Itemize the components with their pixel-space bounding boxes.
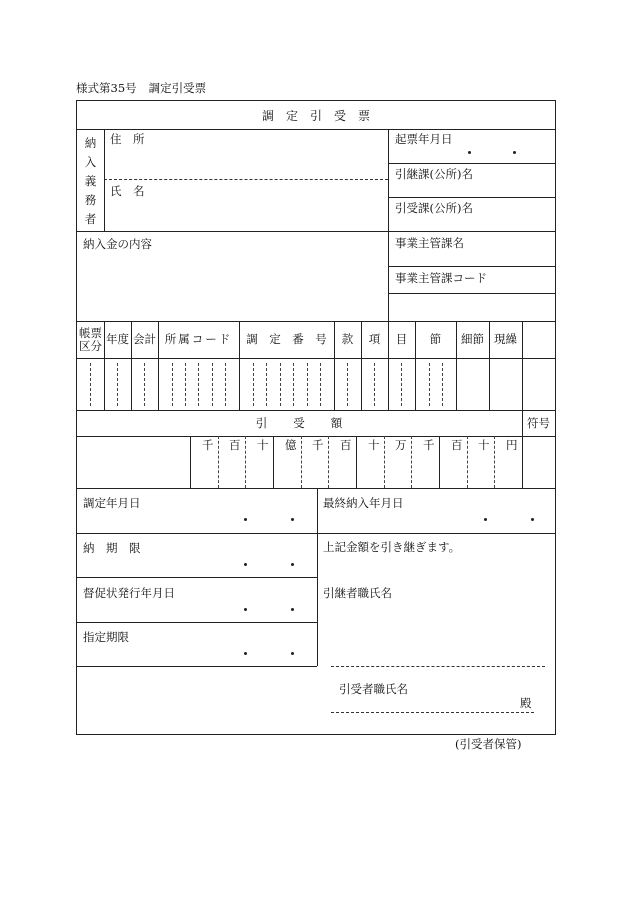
unit-label: 百 <box>340 438 352 452</box>
transferor-signature-line[interactable] <box>331 666 545 667</box>
amount-input[interactable] <box>190 454 522 486</box>
payer-char-3: 義 <box>84 174 97 188</box>
date-separator-dot <box>291 518 294 521</box>
name-label: 氏 名 <box>110 184 145 198</box>
dept-code-header: 所属コード <box>164 332 233 346</box>
address-name-divider <box>104 179 388 180</box>
reminder-date-label: 督促状発行年月日 <box>83 586 175 600</box>
setsu-header: 節 <box>429 332 442 346</box>
amount-label: 引 受 額 <box>255 416 344 430</box>
unit-label: 千 <box>423 438 435 452</box>
unit-label: 千 <box>312 438 324 452</box>
unit-label: 百 <box>229 438 241 452</box>
payer-name-field[interactable] <box>104 201 388 229</box>
rule <box>77 666 317 667</box>
title-divider <box>77 129 555 130</box>
form-heading <box>76 83 206 95</box>
rule <box>77 321 555 322</box>
rule <box>388 197 555 198</box>
ledger-class-header: 帳票 区分 <box>79 326 102 353</box>
date-separator-dot <box>244 608 247 611</box>
address-field[interactable] <box>104 151 388 179</box>
footer-note: (引受者保管) <box>455 737 522 751</box>
date-separator-dot <box>468 151 471 154</box>
receiver-label: 引受者職氏名 <box>339 682 408 696</box>
date-separator-dot <box>484 518 487 521</box>
date-separator-dot <box>513 151 516 154</box>
moku-header: 目 <box>395 332 408 346</box>
form-id: 様式第35号 <box>76 81 137 95</box>
rule <box>77 488 555 489</box>
transferor-label: 引継者職氏名 <box>323 586 392 600</box>
rule <box>388 266 555 267</box>
unit-label: 万 <box>395 438 407 452</box>
rule <box>388 163 555 164</box>
transfer-section-label: 引継課(公所)名 <box>395 167 473 181</box>
sign-input[interactable] <box>522 436 555 486</box>
designated-deadline-label: 指定期限 <box>83 630 129 644</box>
unit-label: 十 <box>478 438 490 452</box>
transfer-statement: 上記金額を引き継ぎます。 <box>323 540 461 554</box>
kou-header: 項 <box>368 332 381 346</box>
account-header: 会計 <box>133 332 156 346</box>
form-name: 調定引受票 <box>148 81 207 95</box>
issue-date-label: 起票年月日 <box>395 132 453 146</box>
date-separator-dot <box>531 518 534 521</box>
assessment-acceptance-form <box>76 100 556 735</box>
date-separator-dot <box>291 563 294 566</box>
kan-header: 款 <box>341 332 354 346</box>
payer-char-5: 者 <box>84 212 97 226</box>
unit-label: 十 <box>257 438 269 452</box>
rule <box>388 293 555 294</box>
payment-content-label: 納入金の内容 <box>83 237 152 251</box>
business-section-code-label: 事業主管課コード <box>395 271 487 285</box>
genkuri-header: 現繰 <box>494 332 517 346</box>
unit-label: 円 <box>506 438 518 452</box>
unit-label: 十 <box>368 438 380 452</box>
receiving-section-label: 引受課(公所)名 <box>395 201 473 215</box>
date-separator-dot <box>244 563 247 566</box>
address-label: 住 所 <box>110 132 145 146</box>
date-separator-dot <box>291 652 294 655</box>
final-payment-date-label: 最終納入年月日 <box>323 496 404 510</box>
rule <box>317 488 318 666</box>
unit-label: 百 <box>451 438 463 452</box>
date-separator-dot <box>291 608 294 611</box>
business-section-label: 事業主管課名 <box>395 236 464 250</box>
due-date-label: 納 期 限 <box>83 541 141 555</box>
date-separator-dot <box>244 518 247 521</box>
payer-char-1: 納 <box>84 136 97 150</box>
rule <box>77 410 555 411</box>
rule <box>77 231 555 232</box>
fiscal-year-header: 年度 <box>106 332 129 346</box>
assess-no-header: 調 定 番 号 <box>246 332 327 346</box>
rule <box>77 622 317 623</box>
form-title: 調 定 引 受 票 <box>261 109 370 123</box>
unit-label: 千 <box>202 438 214 452</box>
honorific: 殿 <box>520 696 532 710</box>
rule <box>77 533 555 534</box>
rule <box>77 577 317 578</box>
rule <box>77 436 555 437</box>
payment-content-field[interactable] <box>77 253 388 319</box>
saisetsu-header: 細節 <box>461 332 484 346</box>
assessment-date-label: 調定年月日 <box>83 496 141 510</box>
date-separator-dot <box>244 652 247 655</box>
payer-char-4: 務 <box>84 193 97 207</box>
payer-char-2: 入 <box>84 155 97 169</box>
budget-code-input-row[interactable] <box>77 358 555 410</box>
sign-label: 符号 <box>527 416 550 430</box>
payer-group-label <box>77 134 104 229</box>
unit-label: 億 <box>285 438 297 452</box>
receiver-signature-line[interactable] <box>331 712 534 713</box>
